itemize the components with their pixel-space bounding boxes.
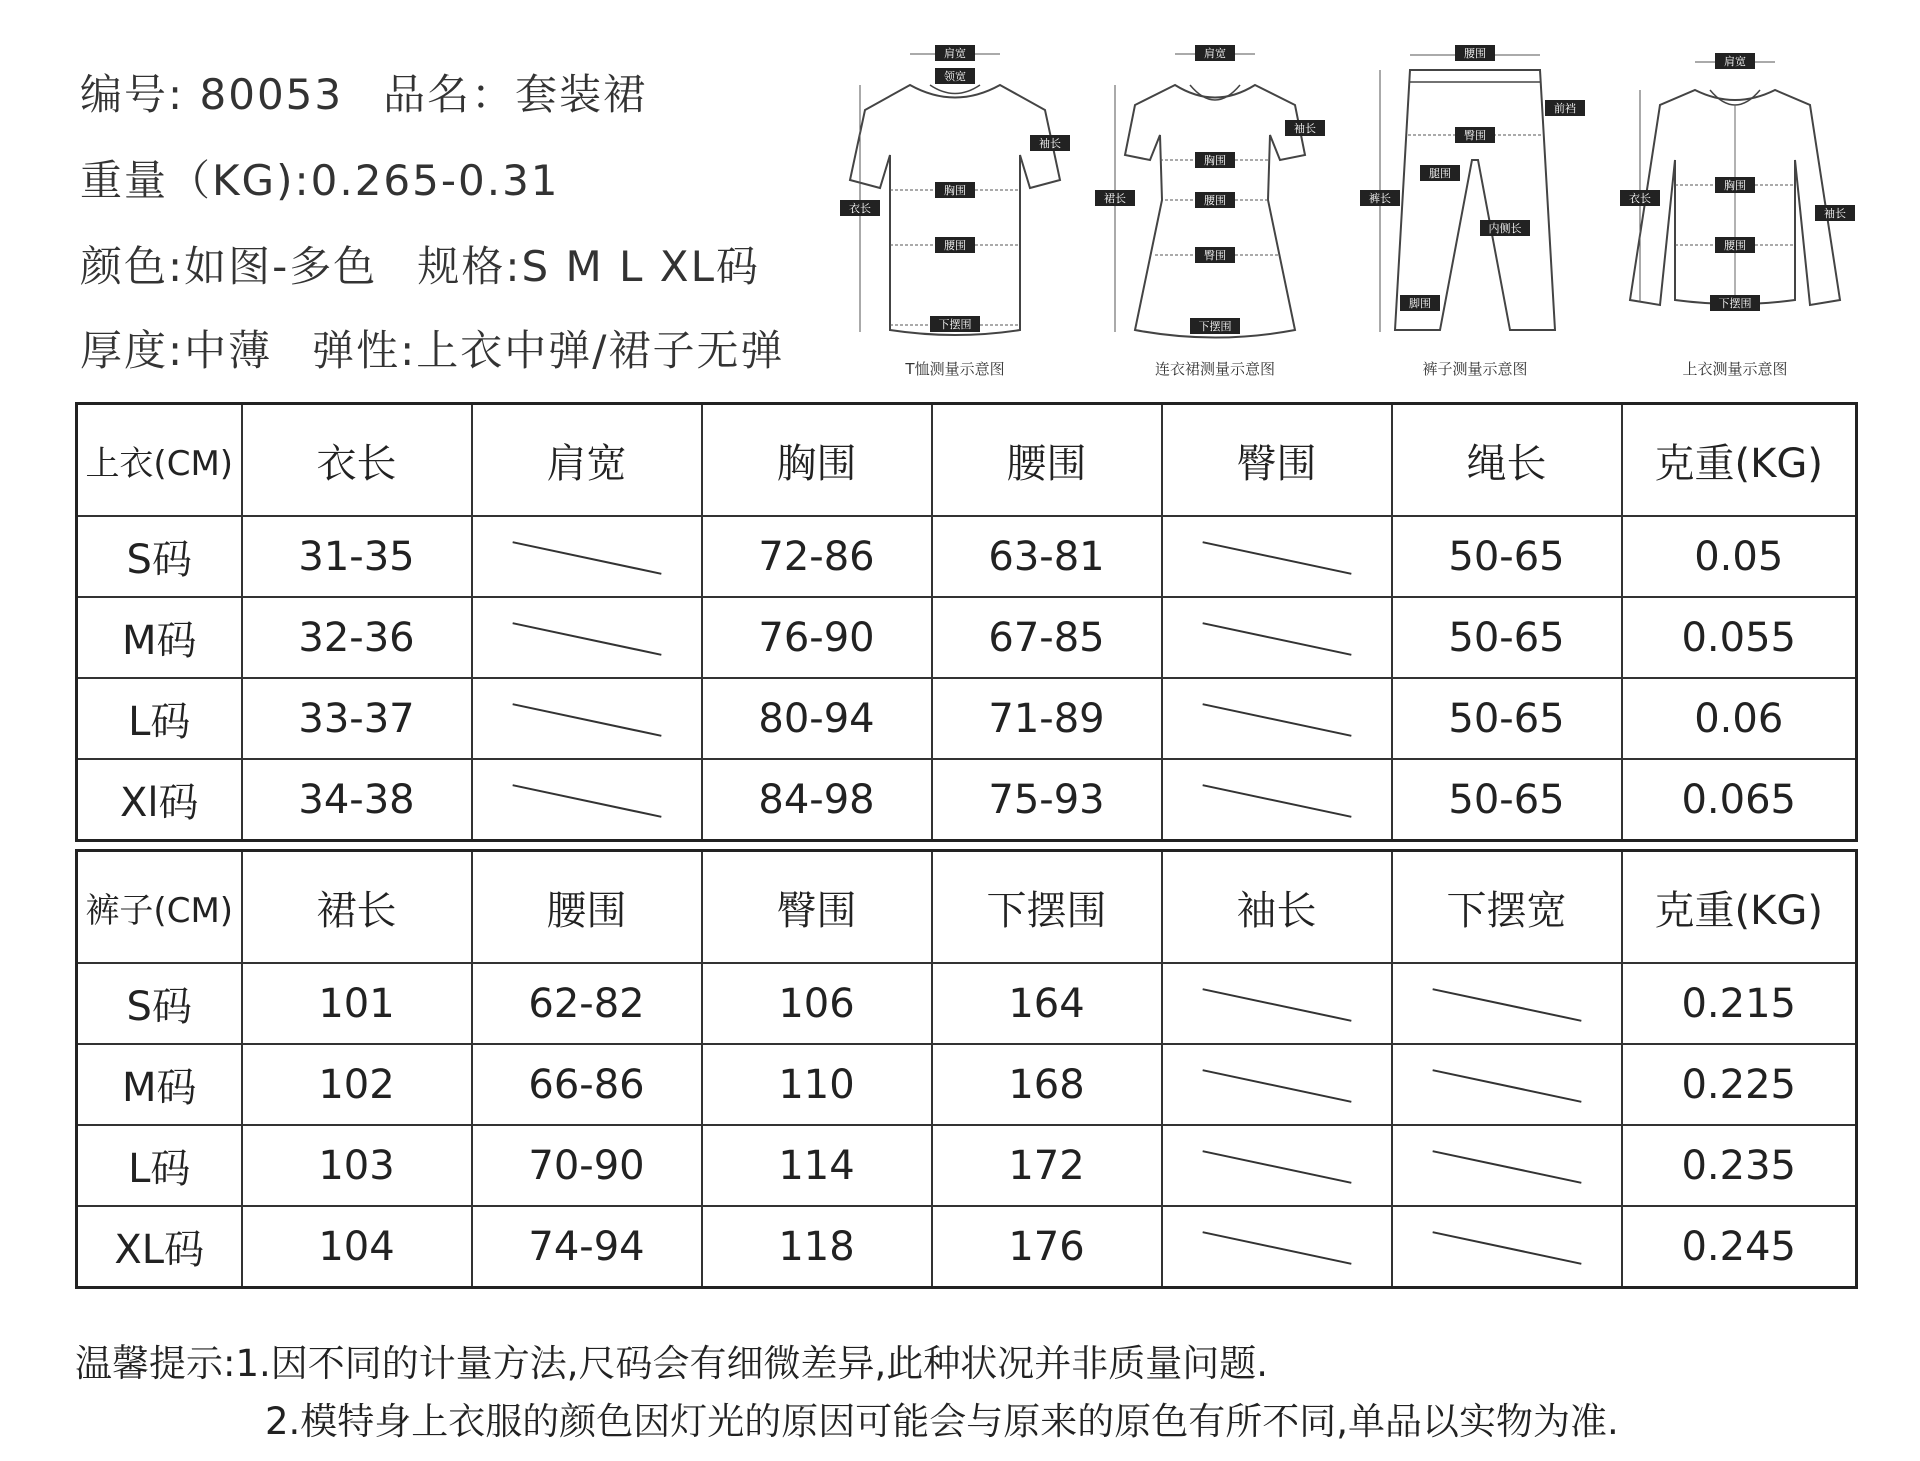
table-cell: 62-82 [472,963,702,1044]
table-cell: 32-36 [242,597,472,678]
table-row [77,597,1857,678]
diag2-label5: 内侧长 [1488,222,1522,235]
dress-diagram [1090,40,1340,390]
table-cell: 70-90 [472,1125,702,1206]
size-cell: L码 [77,1125,242,1206]
table-row [77,759,1857,841]
table-cell: 104 [242,1206,472,1288]
thickness-text: 厚度:中薄 [80,326,273,375]
diag3-label3: 袖长 [1824,207,1846,220]
diag0-label4: 衣长 [849,202,871,215]
bottom-size-table [75,849,1858,1289]
empty-slash-cell [472,759,702,841]
pants-outline-icon [1350,40,1600,360]
header-cell: 绳长 [1392,404,1622,517]
table-cell: 103 [242,1125,472,1206]
table-cell: 50-65 [1392,678,1622,759]
table-cell: 80-94 [702,678,932,759]
table-cell: 63-81 [932,516,1162,597]
header-cell: 下摆宽 [1392,851,1622,964]
empty-slash-cell [472,597,702,678]
table-row [77,1044,1857,1125]
color-text: 颜色:如图-多色 [80,242,378,291]
tshirt-caption: T恤测量示意图 [905,360,1005,378]
diag1-label3: 裙长 [1104,192,1126,205]
table-cell: 0.055 [1622,597,1857,678]
table-cell: 164 [932,963,1162,1044]
size-cell: L码 [77,678,242,759]
empty-slash-cell [1162,1206,1392,1288]
header-cell: 裙长 [242,851,472,964]
diag3-label4: 腰围 [1724,239,1746,252]
table-cell: 50-65 [1392,759,1622,841]
longsleeve-outline-icon [1610,40,1860,360]
tips-line2: 2.模特身上衣服的颜色因灯光的原因可能会与原来的原色有所不同,单品以实物为准. [265,1400,1619,1443]
tshirt-diagram [830,40,1080,390]
diag2-label0: 腰围 [1464,47,1486,60]
table-cell: 71-89 [932,678,1162,759]
diag1-label5: 臀围 [1204,249,1226,262]
table-cell: 66-86 [472,1044,702,1125]
measurement-diagrams [810,40,1890,390]
table-cell: 0.06 [1622,678,1857,759]
table-cell: 0.065 [1622,759,1857,841]
diag0-label2: 袖长 [1039,137,1061,150]
tips-line1: 温馨提示:1.因不同的计量方法,尺码会有细微差异,此种状况并非质量问题. [75,1342,1269,1385]
header-cell: 肩宽 [472,404,702,517]
table-cell: 0.225 [1622,1044,1857,1125]
table-row [77,516,1857,597]
diag3-label2: 胸围 [1724,179,1746,192]
table-cell: 31-35 [242,516,472,597]
table-cell: 67-85 [932,597,1162,678]
table-cell: 75-93 [932,759,1162,841]
top-diagram [1610,40,1860,390]
size-cell: XL码 [77,1206,242,1288]
table-cell: 33-37 [242,678,472,759]
diag1-label4: 腰围 [1204,194,1226,207]
header-cell: 克重(KG) [1622,404,1857,517]
empty-slash-cell [1162,678,1392,759]
diag2-label1: 前裆 [1554,102,1576,115]
diag0-label3: 胸围 [944,184,966,197]
diag0-label0: 肩宽 [944,47,966,60]
size-cell: S码 [77,516,242,597]
header-cell: 衣长 [242,404,472,517]
diag2-label2: 臀围 [1464,129,1486,142]
diag2-label3: 腿围 [1429,167,1451,180]
diag0-label6: 下摆围 [938,318,972,331]
diag3-label0: 肩宽 [1724,55,1746,68]
table-cell: 50-65 [1392,597,1622,678]
pants-diagram [1350,40,1600,390]
table-cell: 72-86 [702,516,932,597]
empty-slash-cell [1162,1044,1392,1125]
size-spec-text: 规格:S M L XL码 [417,242,760,291]
table-row [77,678,1857,759]
table-row [77,1206,1857,1288]
empty-slash-cell [1162,1125,1392,1206]
header-cell: 上衣(CM) [77,404,242,517]
header-cell: 裤子(CM) [77,851,242,964]
table-cell: 34-38 [242,759,472,841]
size-cell: M码 [77,1044,242,1125]
product-info-line3 [80,234,760,294]
elasticity-text: 弹性:上衣中弹/裙子无弹 [312,326,785,375]
diag0-label1: 领宽 [944,70,966,83]
table-cell: 101 [242,963,472,1044]
tshirt-outline-icon [830,40,1080,360]
header-cell: 腰围 [932,404,1162,517]
size-cell: M码 [77,597,242,678]
table-row [77,1125,1857,1206]
table-cell: 74-94 [472,1206,702,1288]
table-cell: 176 [932,1206,1162,1288]
product-number: 编号: 80053 [80,70,344,119]
empty-slash-cell [472,678,702,759]
empty-slash-cell [472,516,702,597]
table-row [77,963,1857,1044]
product-info-line4 [80,318,784,378]
diag2-label6: 脚围 [1409,297,1431,310]
empty-slash-cell [1162,759,1392,841]
top-caption: 上衣测量示意图 [1682,360,1788,378]
top-size-table [75,402,1858,842]
header-cell: 胸围 [702,404,932,517]
header-cell: 臀围 [702,851,932,964]
header-cell: 腰围 [472,851,702,964]
table-header-row [77,404,1857,517]
table-cell: 76-90 [702,597,932,678]
diag1-label0: 肩宽 [1204,47,1226,60]
empty-slash-cell [1392,963,1622,1044]
pants-caption: 裤子测量示意图 [1422,360,1528,378]
diag1-label2: 胸围 [1204,154,1226,167]
empty-slash-cell [1392,1044,1622,1125]
empty-slash-cell [1162,963,1392,1044]
table-cell: 0.235 [1622,1125,1857,1206]
table-cell: 50-65 [1392,516,1622,597]
weight-text: 重量（KG):0.265-0.31 [80,156,560,205]
diag0-label5: 腰围 [944,239,966,252]
header-cell: 臀围 [1162,404,1392,517]
table-cell: 102 [242,1044,472,1125]
dress-caption: 连衣裙测量示意图 [1154,360,1275,378]
table-cell: 172 [932,1125,1162,1206]
table-cell: 0.245 [1622,1206,1857,1288]
header-cell: 袖长 [1162,851,1392,964]
empty-slash-cell [1392,1125,1622,1206]
table-cell: 106 [702,963,932,1044]
table-header-row [77,851,1857,964]
empty-slash-cell [1162,516,1392,597]
size-cell: S码 [77,963,242,1044]
diag1-label1: 袖长 [1294,122,1316,135]
diag3-label1: 衣长 [1629,192,1651,205]
table-cell: 168 [932,1044,1162,1125]
table-cell: 114 [702,1125,932,1206]
dress-outline-icon [1090,40,1340,360]
header-cell: 下摆围 [932,851,1162,964]
empty-slash-cell [1162,597,1392,678]
header-cell: 克重(KG) [1622,851,1857,964]
diag1-label6: 下摆围 [1198,320,1232,333]
table-cell: 118 [702,1206,932,1288]
table-cell: 84-98 [702,759,932,841]
table-cell: 110 [702,1044,932,1125]
product-name: 品名：套装裙 [383,70,648,119]
diag3-label5: 下摆围 [1718,297,1752,310]
product-weight [80,148,560,208]
table-cell: 0.215 [1622,963,1857,1044]
diag2-label4: 裤长 [1369,192,1391,205]
empty-slash-cell [1392,1206,1622,1288]
size-cell: Xl码 [77,759,242,841]
table-cell: 0.05 [1622,516,1857,597]
product-info-line1 [80,62,647,122]
